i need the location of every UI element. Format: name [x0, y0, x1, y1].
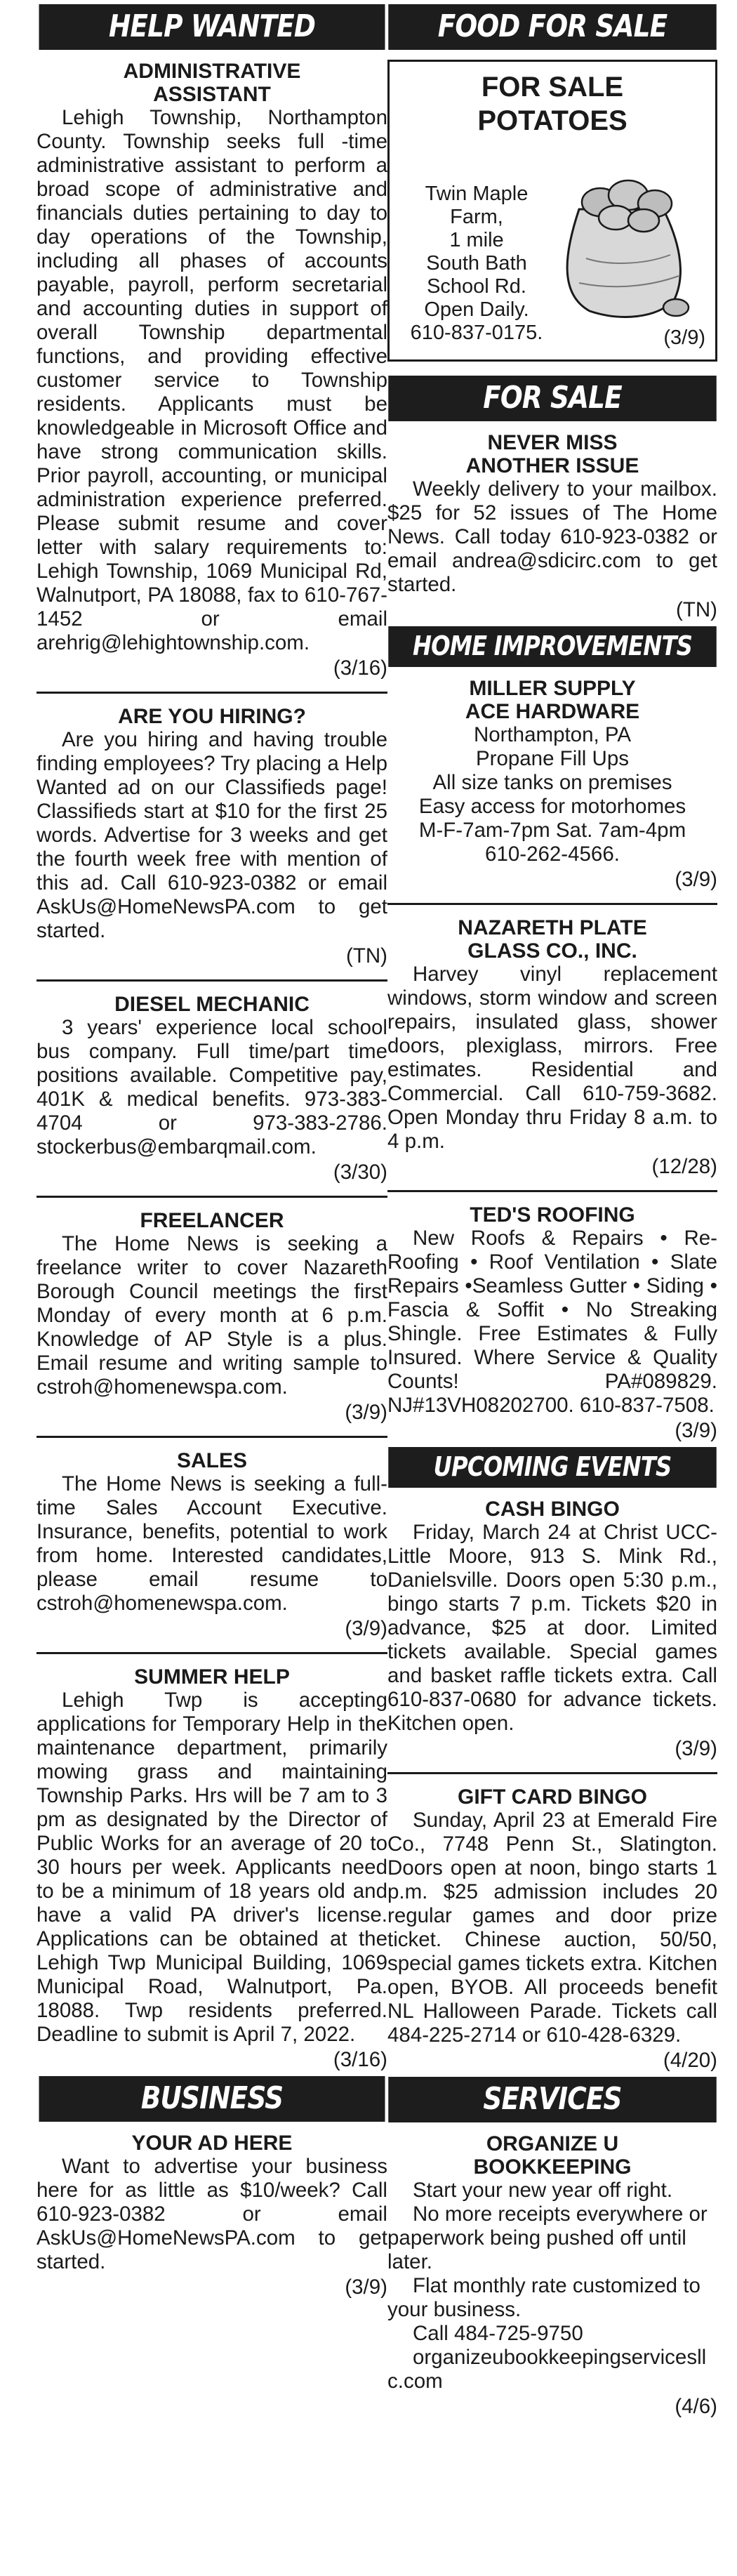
ad-title: ARE YOU HIRING? — [118, 705, 306, 728]
ad-body: Sunday, April 23 at Emerald Fire Co., 7748 Penn St., Slatington. Doors open at noon, bingo starts 1 p.m. $25 admission includes 20 regular games and door prize ticket. Chinese auction, 50/50, special games tickets extra. Kitchen open, BYOB. All proceeds benefit NL Halloween Parade. Tickets call 484-225-2714 or 610-428-6329. — [387, 1809, 717, 2047]
ad-body: Flat monthly rate customized to your business. — [387, 2274, 701, 2321]
ad-title: TED'S ROOFING — [470, 1203, 635, 1227]
ad-line: M-F-7am-7pm Sat. 7am-4pm — [418, 819, 686, 842]
ad-run-code: (3/9) — [345, 1617, 387, 1640]
ad-run-code: (4/6) — [675, 2395, 717, 2418]
ad-organize-u-bookkeeping — [387, 2132, 717, 2419]
ad-title: CASH BINGO — [485, 1498, 620, 1521]
ad-body: Lehigh Township, Northampton County. Township seeks full -time administrative assistant to perform a broad scope of administrative and financials duties pertaining to day to day operations of the Township, including all phases of accounts payable, payroll, perform secretarial and accounting duties in support of overall Township departmental functions, and providing effective customer service to Township residents. Applicants must be knowledgeable in Microsoft Office and have strong communication skills. Prior payroll, accounting, or municipal administration experience preferred. Please submit resume and cover letter with salary requirements to: Lehigh Township, 1069 Municipal Rd, Walnutport, PA 18088, fax to 610-767-1452 or email arehrig@lehightownship.com. — [36, 106, 387, 654]
ad-are-you-hiring — [36, 705, 387, 968]
section-header-upcoming-events: UPCOMING EVENTS — [388, 1447, 717, 1488]
ad-freelancer — [36, 1209, 387, 1425]
ad-run-code: (3/16) — [333, 656, 387, 680]
ad-body: Weekly delivery to your mailbox. $25 for 52 issues of The Home News. Call today 610-923-0382 or email andrea@sdicirc.com to get started. — [387, 477, 717, 596]
ad-title: ADMINISTRATIVE ASSISTANT — [123, 60, 301, 106]
divider — [36, 1652, 387, 1654]
ad-potatoes-box — [387, 60, 717, 362]
section-header-services: SERVICES — [388, 2077, 717, 2122]
section-header-business: BUSINESS — [39, 2076, 385, 2122]
ad-body: Harvey vinyl replacement windows, storm window and screen repairs, insulated glass, shower doors, plexiglass, mirrors. Free estimates. Residential and Commercial. Call 610-759-3682. Open Monday thru Friday 8 a.m. to 4 p.m. — [387, 963, 717, 1153]
ad-miller-supply — [387, 677, 717, 892]
ad-body: Want to advertise your business here for as little as $10/week? Call 610-923-0382 or email AskUs@HomeNewsPA.com to get started. — [36, 2155, 387, 2273]
ad-run-code: (3/9) — [663, 326, 705, 349]
ad-body: No more receipts everywhere or paperwork being pushed off until later. — [387, 2202, 708, 2273]
ad-line: 610-262-4566. — [485, 843, 620, 866]
ad-title: SALES — [176, 1449, 248, 1472]
ad-title: GIFT CARD BINGO — [458, 1785, 647, 1809]
ad-run-code: (3/9) — [675, 1737, 717, 1760]
section-header-for-sale: FOR SALE — [388, 376, 717, 421]
ad-run-code: (12/28) — [651, 1155, 717, 1178]
ad-your-ad-here — [36, 2132, 387, 2299]
ad-title: ORGANIZE U BOOKKEEPING — [473, 2132, 632, 2179]
ad-title: FOR SALE POTATOES — [477, 72, 628, 136]
ad-run-code: (4/20) — [663, 2049, 717, 2072]
ad-run-code: (3/9) — [675, 1419, 717, 1442]
ad-body: 3 years' experience local school bus company. Full time/part time positions available. Competitive pay, 401K & medical benefits. 973-383-4704 or 973-383-2786. stockerbus@embarqmail.com. — [36, 1016, 387, 1158]
section-header-help-wanted: HELP WANTED — [39, 4, 385, 50]
ad-run-code: (TN) — [676, 598, 717, 621]
ad-title: MILLER SUPPLY ACE HARDWARE — [465, 677, 640, 723]
ad-body: Lehigh Twp is accepting applications for Temporary Help in the maintenance department, primarily mowing grass and maintaining Township Parks. Hrs will be 7 am to 3 pm as designated by the Director of Public Works for an average of 20 to 30 hours per week. Applicants need to be a minimum of 18 years old and have a valid PA driver's license. Applications can be obtained at the Lehigh Twp Municipal Building, 1069 Municipal Road, Walnutport, Pa. 18088. Twp residents preferred. Deadline to submit is April 7, 2022. — [36, 1689, 387, 2046]
ad-line: All size tanks on premises — [432, 771, 672, 794]
ad-run-code: (3/9) — [675, 868, 717, 891]
ad-run-code: (3/16) — [333, 2048, 387, 2071]
ad-title: NEVER MISS ANOTHER ISSUE — [465, 431, 639, 477]
left-column — [36, 4, 387, 2304]
ad-body: New Roofs & Repairs • Re-Roofing • Roof Ventilation • Slate Repairs •Seamless Gutter • Siding • Fascia & Soffit • No Streaking Shingle. Free Estimates & Fully Insured. Where Service & Quality Counts! PA#089829. NJ#13VH08202700. 610-837-7508. — [387, 1227, 717, 1417]
divider — [36, 1436, 387, 1438]
section-header-home-improvements: HOME IMPROVEMENTS — [388, 626, 717, 667]
ad-diesel-mechanic — [36, 993, 387, 1184]
ad-title: SUMMER HELP — [134, 1665, 290, 1689]
ad-sales — [36, 1449, 387, 1641]
ad-line: Propane Fill Ups — [475, 747, 630, 770]
divider — [36, 692, 387, 694]
ad-line: Northampton, PA — [473, 723, 632, 746]
ad-body: Call 484-725-9750 — [413, 2322, 583, 2345]
ad-cash-bingo — [387, 1498, 717, 1761]
section-header-food-for-sale: FOOD FOR SALE — [388, 4, 717, 50]
divider — [387, 1772, 717, 1774]
ad-body: The Home News is seeking a full-time Sales Account Executive. Insurance, benefits, potential to work from home. Interested candidates, please email resume to cstroh@homenewspa.com. — [36, 1472, 387, 1615]
ad-summer-help — [36, 1665, 387, 2072]
divider — [36, 1196, 387, 1198]
ad-title: YOUR AD HERE — [131, 2132, 293, 2155]
right-column — [387, 4, 717, 2423]
ad-run-code: (TN) — [346, 944, 387, 967]
ad-nazareth-plate-glass — [387, 916, 717, 1179]
ad-line: Easy access for motorhomes — [418, 795, 686, 818]
ad-body: Start your new year off right. — [413, 2179, 673, 2202]
divider — [387, 1190, 717, 1192]
ad-administrative-assistant — [36, 60, 387, 680]
ad-website: organizeubookkeepingservicesllc.com — [387, 2346, 707, 2393]
ad-title: DIESEL MECHANIC — [114, 993, 310, 1016]
ad-teds-roofing — [387, 1203, 717, 1443]
ad-run-code: (3/9) — [345, 2276, 387, 2299]
divider — [36, 979, 387, 982]
ad-run-code: (3/9) — [345, 1401, 387, 1424]
ad-body: The Home News is seeking a freelance writer to cover Nazareth Borough Council meetings the first Monday of every month at 6 p.m. Knowledge of AP Style is a plus. Email resume and writing sample to cstroh@homenewspa.com. — [36, 1232, 387, 1399]
ad-body: Twin Maple Farm, 1 mile South Bath School Rd. Open Daily. 610-837-0175. — [410, 183, 543, 344]
ad-title: NAZARETH PLATE GLASS CO., INC. — [458, 916, 647, 963]
ad-gift-card-bingo — [387, 1785, 717, 2073]
divider — [387, 903, 717, 905]
ad-body: Friday, March 24 at Christ UCC-Little Moore, 913 S. Mink Rd., Danielsville. Doors open 5:30 p.m., bingo starts 7 p.m. Tickets $20 in advance, $25 at door. Limited tickets available. Special games and basket raffle tickets extra. Call 610-837-0680 for advance tickets. Kitchen open. — [387, 1521, 717, 1735]
ad-run-code: (3/30) — [333, 1161, 387, 1184]
ad-title: FREELANCER — [140, 1209, 284, 1232]
ad-never-miss-another-issue — [387, 431, 717, 622]
potato-sack-icon — [551, 167, 691, 322]
ad-body: Are you hiring and having trouble finding employees? Try placing a Help Wanted ad on our Classifieds page! Classifieds start at $10 for the first 25 words. Advertise for 3 weeks and get the fourth week free with mention of this ad. Call 610-923-0382 or email AskUs@HomeNewsPA.com to get started. — [36, 728, 387, 942]
